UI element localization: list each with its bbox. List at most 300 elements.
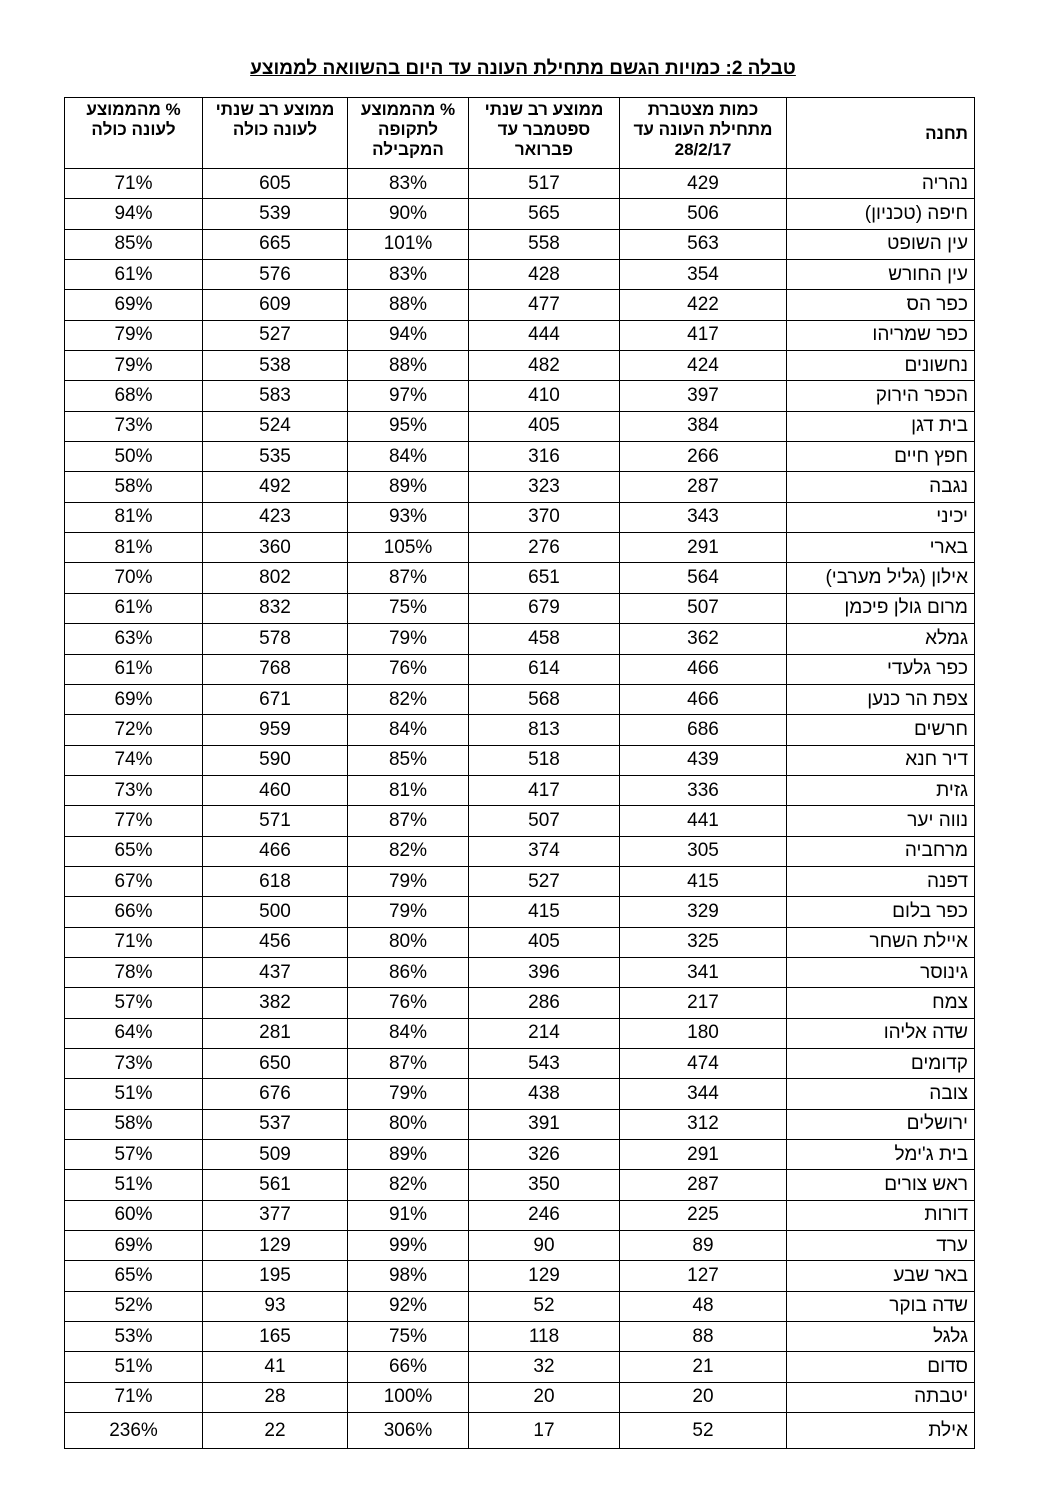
cell-pct-period: 105%: [348, 533, 469, 563]
cell-avg-season: 561: [203, 1170, 348, 1200]
cell-cumulative: 422: [620, 290, 787, 320]
cell-station: קדומים: [787, 1048, 975, 1078]
table-row: [65, 411, 975, 441]
cell-pct-season: 71%: [65, 169, 203, 199]
table-row: [65, 1413, 975, 1449]
cell-station: אילון (גליל מערבי): [787, 563, 975, 593]
cell-station: בית ג'ימל: [787, 1140, 975, 1170]
table-row: [65, 199, 975, 229]
cell-avg-period: 214: [469, 1018, 620, 1048]
cell-pct-season: 69%: [65, 684, 203, 714]
table-row: [65, 1109, 975, 1139]
cell-pct-period: 84%: [348, 1018, 469, 1048]
table-row: [65, 1382, 975, 1412]
table-row: [65, 472, 975, 502]
cell-avg-period: 20: [469, 1382, 620, 1412]
cell-cumulative: 354: [620, 260, 787, 290]
table-row: [65, 624, 975, 654]
cell-avg-season: 460: [203, 775, 348, 805]
cell-avg-period: 614: [469, 654, 620, 684]
cell-cumulative: 466: [620, 684, 787, 714]
cell-station: נהריה: [787, 169, 975, 199]
cell-pct-period: 82%: [348, 1170, 469, 1200]
cell-avg-period: 813: [469, 715, 620, 745]
table-row: [65, 320, 975, 350]
header-station: תחנה: [787, 98, 975, 169]
table-row: [65, 563, 975, 593]
cell-pct-season: 58%: [65, 1109, 203, 1139]
cell-pct-period: 66%: [348, 1352, 469, 1382]
cell-station: כפר שמריהו: [787, 320, 975, 350]
table-row: [65, 1291, 975, 1321]
cell-station: חרשים: [787, 715, 975, 745]
cell-pct-season: 58%: [65, 472, 203, 502]
cell-avg-period: 428: [469, 260, 620, 290]
cell-cumulative: 474: [620, 1048, 787, 1078]
cell-avg-season: 22: [203, 1413, 348, 1449]
cell-avg-period: 558: [469, 229, 620, 259]
cell-avg-period: 415: [469, 897, 620, 927]
cell-avg-season: 281: [203, 1018, 348, 1048]
cell-cumulative: 287: [620, 472, 787, 502]
cell-avg-period: 543: [469, 1048, 620, 1078]
cell-cumulative: 439: [620, 745, 787, 775]
cell-avg-period: 405: [469, 927, 620, 957]
cell-cumulative: 127: [620, 1261, 787, 1291]
cell-pct-period: 79%: [348, 624, 469, 654]
cell-avg-period: 482: [469, 351, 620, 381]
cell-avg-season: 583: [203, 381, 348, 411]
cell-avg-period: 518: [469, 745, 620, 775]
cell-avg-season: 527: [203, 320, 348, 350]
cell-station: כפר הס: [787, 290, 975, 320]
cell-pct-season: 57%: [65, 1140, 203, 1170]
cell-avg-season: 590: [203, 745, 348, 775]
cell-pct-season: 72%: [65, 715, 203, 745]
cell-station: אילת: [787, 1413, 975, 1449]
cell-pct-season: 85%: [65, 229, 203, 259]
cell-pct-period: 82%: [348, 684, 469, 714]
cell-station: הכפר הירוק: [787, 381, 975, 411]
cell-avg-period: 350: [469, 1170, 620, 1200]
cell-avg-period: 458: [469, 624, 620, 654]
table-row: [65, 1048, 975, 1078]
header-avg-season: ממוצע רב שנתי לעונה כולה: [203, 98, 348, 169]
cell-cumulative: 429: [620, 169, 787, 199]
cell-cumulative: 21: [620, 1352, 787, 1382]
cell-cumulative: 686: [620, 715, 787, 745]
cell-station: איילת השחר: [787, 927, 975, 957]
cell-pct-period: 79%: [348, 1079, 469, 1109]
cell-pct-season: 61%: [65, 654, 203, 684]
cell-cumulative: 507: [620, 593, 787, 623]
cell-avg-season: 618: [203, 866, 348, 896]
cell-station: דפנה: [787, 866, 975, 896]
cell-avg-period: 326: [469, 1140, 620, 1170]
cell-avg-season: 195: [203, 1261, 348, 1291]
cell-station: סדום: [787, 1352, 975, 1382]
cell-pct-season: 77%: [65, 806, 203, 836]
table-row: [65, 988, 975, 1018]
cell-station: שדה אליהו: [787, 1018, 975, 1048]
cell-cumulative: 52: [620, 1413, 787, 1449]
cell-avg-period: 568: [469, 684, 620, 714]
table-row: [65, 745, 975, 775]
cell-cumulative: 341: [620, 957, 787, 987]
cell-avg-period: 52: [469, 1291, 620, 1321]
cell-station: דורות: [787, 1200, 975, 1230]
cell-avg-season: 28: [203, 1382, 348, 1412]
cell-station: נחשונים: [787, 351, 975, 381]
table-row: [65, 442, 975, 472]
cell-avg-season: 576: [203, 260, 348, 290]
cell-pct-period: 89%: [348, 1140, 469, 1170]
cell-pct-season: 51%: [65, 1352, 203, 1382]
cell-station: גזית: [787, 775, 975, 805]
cell-avg-period: 438: [469, 1079, 620, 1109]
cell-pct-period: 76%: [348, 654, 469, 684]
cell-station: צפת הר כנען: [787, 684, 975, 714]
cell-pct-period: 87%: [348, 563, 469, 593]
cell-pct-season: 63%: [65, 624, 203, 654]
cell-avg-season: 609: [203, 290, 348, 320]
cell-pct-period: 100%: [348, 1382, 469, 1412]
cell-cumulative: 225: [620, 1200, 787, 1230]
cell-station: בארי: [787, 533, 975, 563]
cell-station: חפץ חיים: [787, 442, 975, 472]
table-row: [65, 1231, 975, 1261]
table-row: [65, 866, 975, 896]
table-row: [65, 593, 975, 623]
cell-pct-period: 81%: [348, 775, 469, 805]
cell-avg-period: 17: [469, 1413, 620, 1449]
cell-avg-period: 565: [469, 199, 620, 229]
table-row: [65, 1140, 975, 1170]
cell-station: באר שבע: [787, 1261, 975, 1291]
cell-cumulative: 20: [620, 1382, 787, 1412]
cell-avg-period: 396: [469, 957, 620, 987]
table-row: [65, 533, 975, 563]
cell-cumulative: 291: [620, 533, 787, 563]
cell-station: מרום גולן פיכמן: [787, 593, 975, 623]
cell-avg-period: 405: [469, 411, 620, 441]
cell-avg-period: 651: [469, 563, 620, 593]
cell-avg-period: 118: [469, 1322, 620, 1352]
cell-pct-period: 84%: [348, 442, 469, 472]
cell-pct-period: 79%: [348, 866, 469, 896]
cell-avg-season: 423: [203, 502, 348, 532]
cell-pct-period: 89%: [348, 472, 469, 502]
table-row: [65, 502, 975, 532]
cell-avg-period: 32: [469, 1352, 620, 1382]
cell-pct-period: 99%: [348, 1231, 469, 1261]
cell-pct-period: 80%: [348, 927, 469, 957]
cell-station: ערד: [787, 1231, 975, 1261]
cell-station: צמח: [787, 988, 975, 1018]
cell-pct-period: 86%: [348, 957, 469, 987]
cell-pct-season: 71%: [65, 1382, 203, 1412]
table-row: [65, 775, 975, 805]
cell-station: שדה בוקר: [787, 1291, 975, 1321]
cell-avg-season: 539: [203, 199, 348, 229]
cell-avg-period: 286: [469, 988, 620, 1018]
cell-pct-season: 81%: [65, 533, 203, 563]
cell-pct-period: 88%: [348, 351, 469, 381]
cell-station: דיר חנא: [787, 745, 975, 775]
cell-avg-period: 316: [469, 442, 620, 472]
table-row: [65, 1322, 975, 1352]
cell-cumulative: 362: [620, 624, 787, 654]
cell-pct-season: 73%: [65, 411, 203, 441]
cell-station: ירושלים: [787, 1109, 975, 1139]
cell-avg-period: 517: [469, 169, 620, 199]
cell-cumulative: 291: [620, 1140, 787, 1170]
cell-pct-season: 65%: [65, 836, 203, 866]
cell-pct-season: 65%: [65, 1261, 203, 1291]
cell-avg-season: 466: [203, 836, 348, 866]
cell-station: יכיני: [787, 502, 975, 532]
cell-avg-season: 537: [203, 1109, 348, 1139]
cell-pct-period: 93%: [348, 502, 469, 532]
cell-avg-season: 650: [203, 1048, 348, 1078]
cell-avg-period: 391: [469, 1109, 620, 1139]
cell-pct-season: 79%: [65, 320, 203, 350]
cell-avg-season: 165: [203, 1322, 348, 1352]
cell-pct-period: 90%: [348, 199, 469, 229]
cell-pct-period: 83%: [348, 169, 469, 199]
cell-cumulative: 424: [620, 351, 787, 381]
cell-pct-season: 61%: [65, 593, 203, 623]
cell-avg-season: 571: [203, 806, 348, 836]
cell-cumulative: 180: [620, 1018, 787, 1048]
table-row: [65, 1352, 975, 1382]
cell-avg-season: 129: [203, 1231, 348, 1261]
cell-pct-season: 73%: [65, 775, 203, 805]
cell-station: עין השופט: [787, 229, 975, 259]
cell-pct-season: 51%: [65, 1079, 203, 1109]
cell-pct-season: 68%: [65, 381, 203, 411]
cell-pct-season: 94%: [65, 199, 203, 229]
cell-station: חיפה (טכניון): [787, 199, 975, 229]
cell-avg-season: 382: [203, 988, 348, 1018]
cell-station: גלגל: [787, 1322, 975, 1352]
cell-avg-period: 90: [469, 1231, 620, 1261]
cell-station: נגבה: [787, 472, 975, 502]
cell-avg-period: 374: [469, 836, 620, 866]
cell-pct-season: 53%: [65, 1322, 203, 1352]
cell-pct-season: 70%: [65, 563, 203, 593]
cell-pct-period: 94%: [348, 320, 469, 350]
table-row: [65, 169, 975, 199]
cell-cumulative: 563: [620, 229, 787, 259]
cell-station: בית דגן: [787, 411, 975, 441]
cell-avg-season: 509: [203, 1140, 348, 1170]
cell-station: ראש צורים: [787, 1170, 975, 1200]
table-row: [65, 806, 975, 836]
cell-pct-period: 91%: [348, 1200, 469, 1230]
cell-avg-period: 323: [469, 472, 620, 502]
cell-station: גינוסר: [787, 957, 975, 987]
table-title: טבלה 2: כמויות הגשם מתחילת העונה עד היום בהשוואה לממוצע: [250, 58, 796, 79]
cell-avg-season: 605: [203, 169, 348, 199]
cell-avg-season: 665: [203, 229, 348, 259]
cell-pct-season: 67%: [65, 866, 203, 896]
cell-pct-season: 79%: [65, 351, 203, 381]
cell-avg-season: 524: [203, 411, 348, 441]
header-avg-period: ממוצע רב שנתי ספטמבר עד פברואר: [469, 98, 620, 169]
cell-avg-season: 41: [203, 1352, 348, 1382]
cell-avg-period: 527: [469, 866, 620, 896]
cell-pct-season: 60%: [65, 1200, 203, 1230]
table-row: [65, 229, 975, 259]
table-row: [65, 715, 975, 745]
cell-pct-season: 52%: [65, 1291, 203, 1321]
cell-cumulative: 325: [620, 927, 787, 957]
cell-cumulative: 48: [620, 1291, 787, 1321]
cell-pct-season: 69%: [65, 290, 203, 320]
cell-cumulative: 397: [620, 381, 787, 411]
cell-pct-season: 236%: [65, 1413, 203, 1449]
cell-pct-season: 66%: [65, 897, 203, 927]
cell-avg-season: 578: [203, 624, 348, 654]
cell-avg-season: 535: [203, 442, 348, 472]
cell-pct-season: 51%: [65, 1170, 203, 1200]
table-row: [65, 1018, 975, 1048]
cell-pct-period: 82%: [348, 836, 469, 866]
header-row: [65, 98, 975, 169]
cell-pct-period: 87%: [348, 806, 469, 836]
table-row: [65, 260, 975, 290]
header-cumulative: כמות מצטברת מתחילת העונה עד 28/2/17: [620, 98, 787, 169]
cell-pct-season: 73%: [65, 1048, 203, 1078]
cell-avg-period: 276: [469, 533, 620, 563]
cell-pct-period: 80%: [348, 1109, 469, 1139]
cell-cumulative: 287: [620, 1170, 787, 1200]
cell-station: כפר בלום: [787, 897, 975, 927]
rainfall-table: [64, 97, 975, 1449]
cell-avg-period: 370: [469, 502, 620, 532]
cell-cumulative: 344: [620, 1079, 787, 1109]
cell-avg-season: 802: [203, 563, 348, 593]
cell-cumulative: 564: [620, 563, 787, 593]
cell-station: כפר גלעדי: [787, 654, 975, 684]
cell-pct-season: 64%: [65, 1018, 203, 1048]
cell-pct-period: 79%: [348, 897, 469, 927]
cell-cumulative: 417: [620, 320, 787, 350]
cell-avg-period: 246: [469, 1200, 620, 1230]
cell-avg-season: 456: [203, 927, 348, 957]
cell-avg-period: 417: [469, 775, 620, 805]
header-pct-season: % מהממוצע לעונה כולה: [65, 98, 203, 169]
cell-station: עין החורש: [787, 260, 975, 290]
cell-cumulative: 415: [620, 866, 787, 896]
cell-pct-period: 92%: [348, 1291, 469, 1321]
cell-pct-period: 75%: [348, 1322, 469, 1352]
cell-pct-period: 98%: [348, 1261, 469, 1291]
cell-pct-season: 78%: [65, 957, 203, 987]
cell-cumulative: 89: [620, 1231, 787, 1261]
table-row: [65, 897, 975, 927]
cell-pct-period: 88%: [348, 290, 469, 320]
cell-avg-season: 768: [203, 654, 348, 684]
cell-avg-period: 129: [469, 1261, 620, 1291]
cell-cumulative: 343: [620, 502, 787, 532]
cell-pct-period: 101%: [348, 229, 469, 259]
cell-avg-season: 377: [203, 1200, 348, 1230]
cell-pct-season: 57%: [65, 988, 203, 1018]
cell-avg-period: 679: [469, 593, 620, 623]
cell-avg-season: 360: [203, 533, 348, 563]
cell-pct-period: 84%: [348, 715, 469, 745]
cell-cumulative: 266: [620, 442, 787, 472]
cell-avg-season: 676: [203, 1079, 348, 1109]
header-pct-period: % מהממוצע לתקופה המקבילה: [348, 98, 469, 169]
cell-pct-period: 85%: [348, 745, 469, 775]
cell-pct-period: 97%: [348, 381, 469, 411]
cell-avg-period: 477: [469, 290, 620, 320]
cell-station: צובה: [787, 1079, 975, 1109]
cell-cumulative: 217: [620, 988, 787, 1018]
cell-avg-season: 437: [203, 957, 348, 987]
table-row: [65, 1170, 975, 1200]
cell-avg-season: 959: [203, 715, 348, 745]
cell-cumulative: 88: [620, 1322, 787, 1352]
cell-cumulative: 305: [620, 836, 787, 866]
cell-pct-period: 83%: [348, 260, 469, 290]
cell-avg-season: 671: [203, 684, 348, 714]
cell-pct-season: 74%: [65, 745, 203, 775]
table-row: [65, 1079, 975, 1109]
cell-pct-season: 69%: [65, 1231, 203, 1261]
cell-avg-season: 492: [203, 472, 348, 502]
cell-cumulative: 506: [620, 199, 787, 229]
cell-pct-period: 95%: [348, 411, 469, 441]
cell-avg-period: 444: [469, 320, 620, 350]
cell-station: מרחביה: [787, 836, 975, 866]
cell-pct-period: 75%: [348, 593, 469, 623]
table-row: [65, 654, 975, 684]
cell-cumulative: 312: [620, 1109, 787, 1139]
cell-station: יטבתה: [787, 1382, 975, 1412]
cell-avg-period: 410: [469, 381, 620, 411]
cell-station: גמלא: [787, 624, 975, 654]
cell-cumulative: 336: [620, 775, 787, 805]
cell-cumulative: 384: [620, 411, 787, 441]
table-row: [65, 1261, 975, 1291]
cell-avg-season: 832: [203, 593, 348, 623]
cell-cumulative: 329: [620, 897, 787, 927]
cell-pct-season: 61%: [65, 260, 203, 290]
cell-cumulative: 441: [620, 806, 787, 836]
cell-pct-season: 50%: [65, 442, 203, 472]
table-row: [65, 351, 975, 381]
table-row: [65, 684, 975, 714]
cell-pct-period: 306%: [348, 1413, 469, 1449]
cell-cumulative: 466: [620, 654, 787, 684]
cell-pct-season: 71%: [65, 927, 203, 957]
cell-avg-season: 538: [203, 351, 348, 381]
cell-pct-season: 81%: [65, 502, 203, 532]
cell-pct-period: 87%: [348, 1048, 469, 1078]
cell-avg-period: 507: [469, 806, 620, 836]
cell-pct-period: 76%: [348, 988, 469, 1018]
table-row: [65, 957, 975, 987]
cell-avg-season: 500: [203, 897, 348, 927]
table-row: [65, 290, 975, 320]
table-row: [65, 927, 975, 957]
cell-station: נווה יער: [787, 806, 975, 836]
table-row: [65, 1200, 975, 1230]
